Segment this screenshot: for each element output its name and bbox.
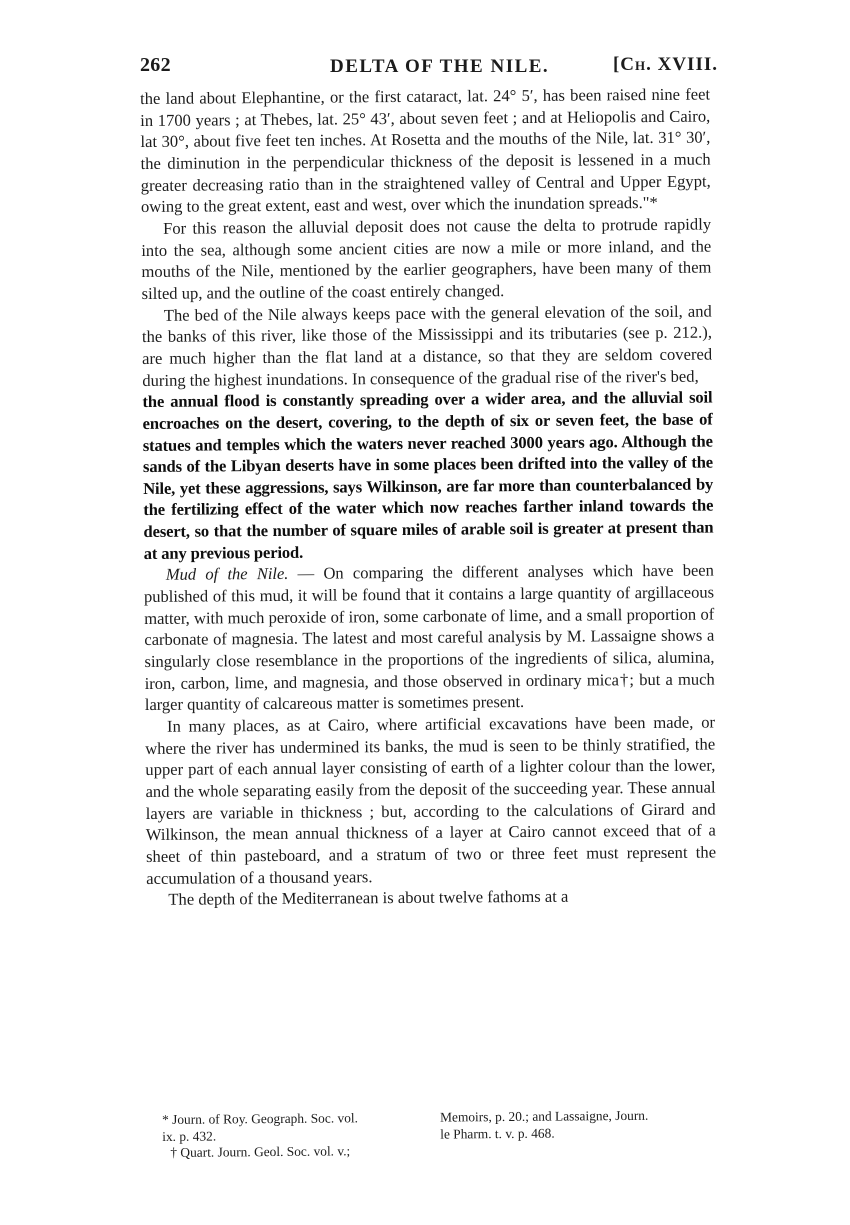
paragraph-2: For this reason the alluvial deposit does not cause the delta to protrude rapidly into the sea, although some ancient cities are now a mile or more inland, and the mouths of the Nile, mentioned by the earlier geographers, have been many of them silted up, and the outline of the coast entirely changed. xyxy=(141,214,712,303)
running-title: DELTA OF THE NILE. xyxy=(330,56,550,77)
paragraph-1: the land about Elephantine, or the first cataract, lat. 24° 5′, has been raised nine feet in 1700 years ; at Thebes, lat. 25° 43′, about seven feet ; and at Heliopolis and Cairo, lat 30°, about five feet ten inches. At Rosetta and the mouths of the Nile, lat. 31° 30′, the diminution in the perpendicular thickness of the deposit is lessened in a much greater decreasing ratio than in the straightened valley of Central and Upper Egypt, owing to the great extent, east and west, over which the inundation spreads."* xyxy=(140,84,711,217)
page-header xyxy=(140,54,718,84)
paragraph-6: The depth of the Mediterranean is about twelve fathoms at a xyxy=(168,886,569,910)
footnotes xyxy=(162,1107,714,1160)
footnotes-right-column xyxy=(440,1107,718,1142)
footnotes-left-column xyxy=(162,1110,432,1162)
side-heading: Mud of the Nile. xyxy=(165,564,289,585)
footnote-1-line-2: ix. p. 432. xyxy=(162,1128,217,1144)
paragraph-3b: the annual flood is constantly spreading over a wider area, and the alluvial soil encroaches on the desert, covering, to the depth of six or seven feet, the base of statues and temples which the waters never reached 3000 years ago. Although the sands of the Libyan deserts have in some places been drifted into the valley of the Nile, yet these aggressions, says Wilkinson, are far more than counterbalanced by the fertilizing effect of the water which now reaches farther inland towards the desert, so that the number of square miles of arable soil is greater at present than at any previous period. xyxy=(142,387,714,563)
footnote-right-line-1: Memoirs, p. 20.; and Lassaigne, Journ. xyxy=(439,1107,649,1125)
footnote-right-line-2: le Pharm. t. v. p. 468. xyxy=(440,1125,555,1142)
paragraph-4 xyxy=(144,560,715,716)
chapter-label: [Ch. XVIII. xyxy=(612,54,718,75)
footnote-1-line-1: * Journ. of Roy. Geograph. Soc. vol. xyxy=(162,1110,359,1127)
paragraph-5: In many places, as at Cairo, where artificial excavations have been made, or where the river has undermined its banks, the mud is seen to be thinly stratified, the upper part of each annual layer consisting of earth of a lighter colour than the lower, and the whole separating easily from the deposit of the succeeding year. These annual layers are variable in thickness ; but, according to the calculations of Girard and Wilkinson, the mean annual thickness of a layer at Cairo cannot exceed that of a sheet of thin pasteboard, and a stratum of two or three feet must represent the accumulation of a thousand years. xyxy=(145,712,717,888)
page-number: 262 xyxy=(140,54,171,76)
paragraph-3a: The bed of the Nile always keeps pace with the general elevation of the soil, and the banks of this river, like those of the Mississippi and its tributaries (see p. 212.), are much higher than the flat land at a distance, so that they are seldom covered during the highest inundations. In consequence of the gradual rise of the river's bed, xyxy=(141,301,713,390)
footnote-2-line-1: † Quart. Journ. Geol. Soc. vol. v.; xyxy=(170,1143,351,1160)
body-text xyxy=(140,84,716,911)
paragraph-4-text: — On comparing the different analyses which have been published of this mud, it will be found that it contains a large quantity of argillaceous matter, with much peroxide of iron, some carbonate of lime, and a small proportion of carbonate of magnesia. The latest and most careful analysis by M. Lassaigne shows a singularly close resemblance in the proportions of the ingredients of silica, alumina, iron, carbon, lime, and magnesia, and those observed in ordinary mica†; but a much larger quantity of calcareous matter is sometimes present. xyxy=(143,560,715,715)
